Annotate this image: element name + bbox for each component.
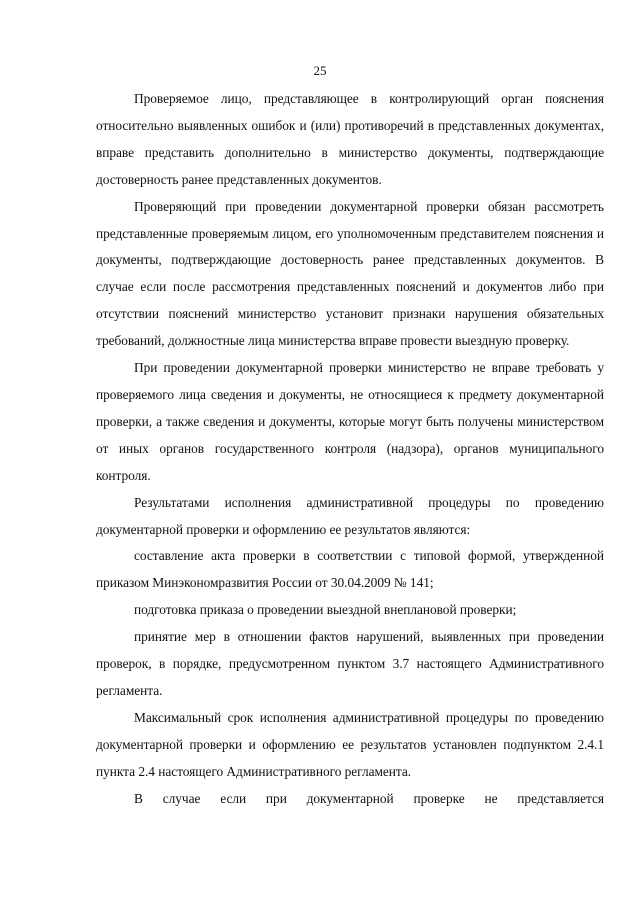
page-number: 25 [313,63,327,78]
paragraph-explanations-submission: Проверяемое лицо, представляющее в контролирующий орган пояснения относительно выявленных ошибок и (или) противоречий в представленных документах, вправе представить дополнительно в министерство документы, подтверждающие достоверность ранее представленных документов. [96,91,604,187]
paragraph-ministry-restrictions: При проведении документарной проверки министерство не вправе требовать у проверяемого лица сведения и документы, не относящиеся к предмету документарной проверки, а также сведения и документы, которые могут быть получены министерством от иных органов государственного контроля (надзора), органов муниципального контроля. [96,360,604,483]
paragraph-result-measures: принятие мер в отношении фактов нарушений, выявленных при проведении проверок, в порядке, предусмотренном пунктом 3.7 настоящего Административного регламента. [96,629,604,698]
paragraph-continuation: В случае если при документарной проверке не представляется [134,790,604,806]
paragraph-result-act: составление акта проверки в соответствии с типовой формой, утвержденной приказом Минэкономразвития России от 30.04.2009 № 141; [96,548,604,591]
document-body [96,86,604,812]
paragraph-result-order: подготовка приказа о проведении выездной внеплановой проверки; [134,602,517,618]
paragraph-inspector-obligation: Проверяющий при проведении документарной проверки обязан рассмотреть представленные проверяемым лицом, его уполномоченным представителем пояснения и документы, подтверждающие достоверность ранее представленных документов. В случае если после рассмотрения представленных пояснений и документов либо при отсутствии пояснений министерство установит признаки нарушения обязательных требований, должностные лица министерства вправе провести выездную проверку. [96,198,604,349]
paragraph-max-duration: Максимальный срок исполнения административной процедуры по проведению документарной проверки и оформлению ее результатов установлен подпунктом 2.4.1 пункта 2.4 настоящего Административного регламента. [96,709,604,779]
paragraph-procedure-results: Результатами исполнения административной процедуры по проведению документарной проверки и оформлению ее результатов являются: [96,494,604,537]
